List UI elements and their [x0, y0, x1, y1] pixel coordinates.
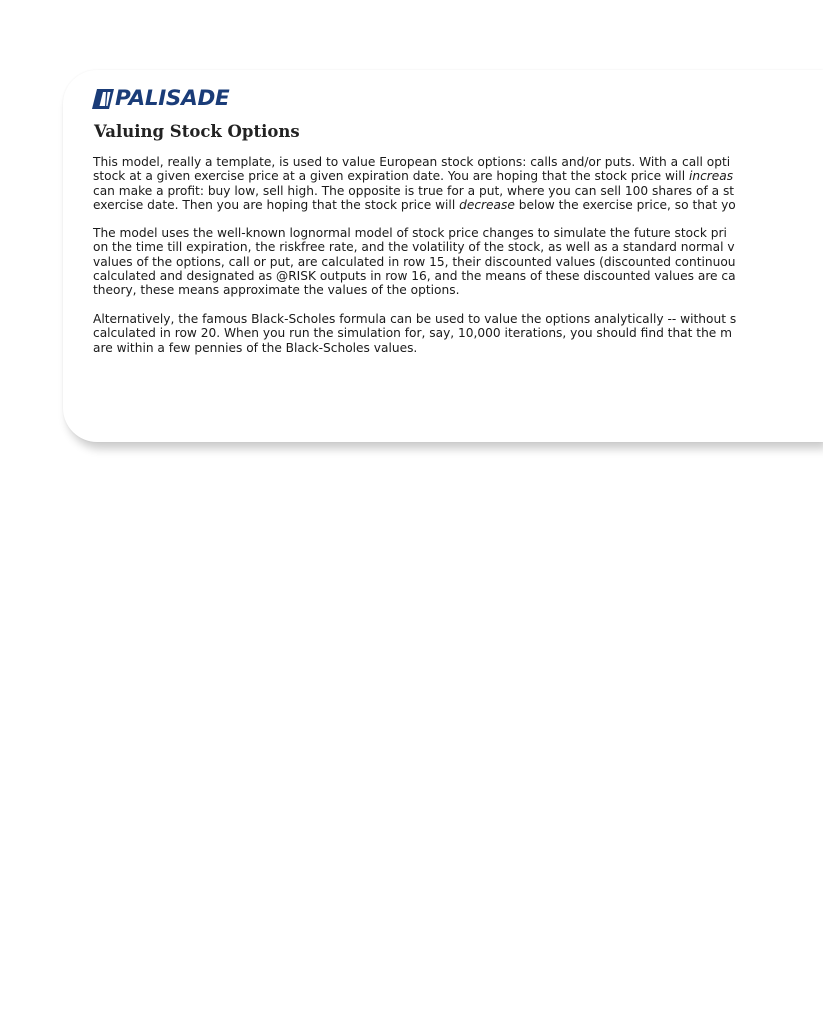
paragraph-line	[93, 226, 736, 240]
paragraph-line	[93, 198, 736, 212]
paragraph-line	[93, 255, 736, 269]
paragraph-line	[93, 155, 736, 169]
palisade-logo	[92, 88, 229, 110]
text-segment: on the time till expiration, the riskfree rate, and the volatility of the stock, as well as a standard normal v	[93, 240, 735, 255]
text-segment: The model uses the well-known lognormal model of stock price changes to simulate the future stock pri	[93, 226, 727, 240]
text-segment: are within a few pennies of the Black-Scholes values.	[93, 340, 418, 355]
paragraph-line	[93, 341, 736, 355]
text-segment: values of the options, call or put, are calculated in row 15, their discounted values (discounted continuou	[93, 254, 736, 269]
text-segment: exercise date. Then you are hoping that the stock price will	[93, 197, 460, 212]
paragraph-line	[93, 184, 736, 198]
palisade-mark-icon	[92, 89, 114, 109]
logo-wordmark: PALISADE	[115, 86, 230, 111]
emphasis-text: increas	[688, 169, 734, 184]
paragraph-line	[93, 312, 736, 326]
paragraph-line	[93, 326, 736, 340]
emphasis-text: decrease	[459, 197, 515, 212]
paragraph-line	[93, 269, 736, 283]
paragraph-line	[93, 283, 736, 297]
text-segment: can make a profit: buy low, sell high. The opposite is true for a put, where you can sell 100 shares of a st	[93, 183, 735, 198]
text-segment: This model, really a template, is used to value European stock options: calls and/or puts. With a call opti	[93, 155, 731, 169]
text-segment: theory, these means approximate the values of the options.	[93, 283, 460, 298]
text-segment: below the exercise price, so that yo	[514, 197, 736, 212]
text-segment: Alternatively, the famous Black-Scholes formula can be used to value the options analytically -- without s	[93, 312, 737, 326]
paragraph-black-scholes	[93, 312, 736, 355]
page-title: Valuing Stock Options	[94, 122, 300, 141]
paragraph-intro	[93, 155, 736, 212]
text-segment: calculated and designated as @RISK outputs in row 16, and the means of these discounted values are ca	[93, 268, 736, 283]
text-segment: calculated in row 20. When you run the simulation for, say, 10,000 iterations, you should find that the m	[93, 326, 733, 341]
paragraph-line	[93, 169, 736, 183]
paragraph-line	[93, 240, 736, 254]
paragraph-model	[93, 226, 736, 297]
text-segment: stock at a given exercise price at a given expiration date. You are hoping that the stock price will	[93, 169, 689, 184]
